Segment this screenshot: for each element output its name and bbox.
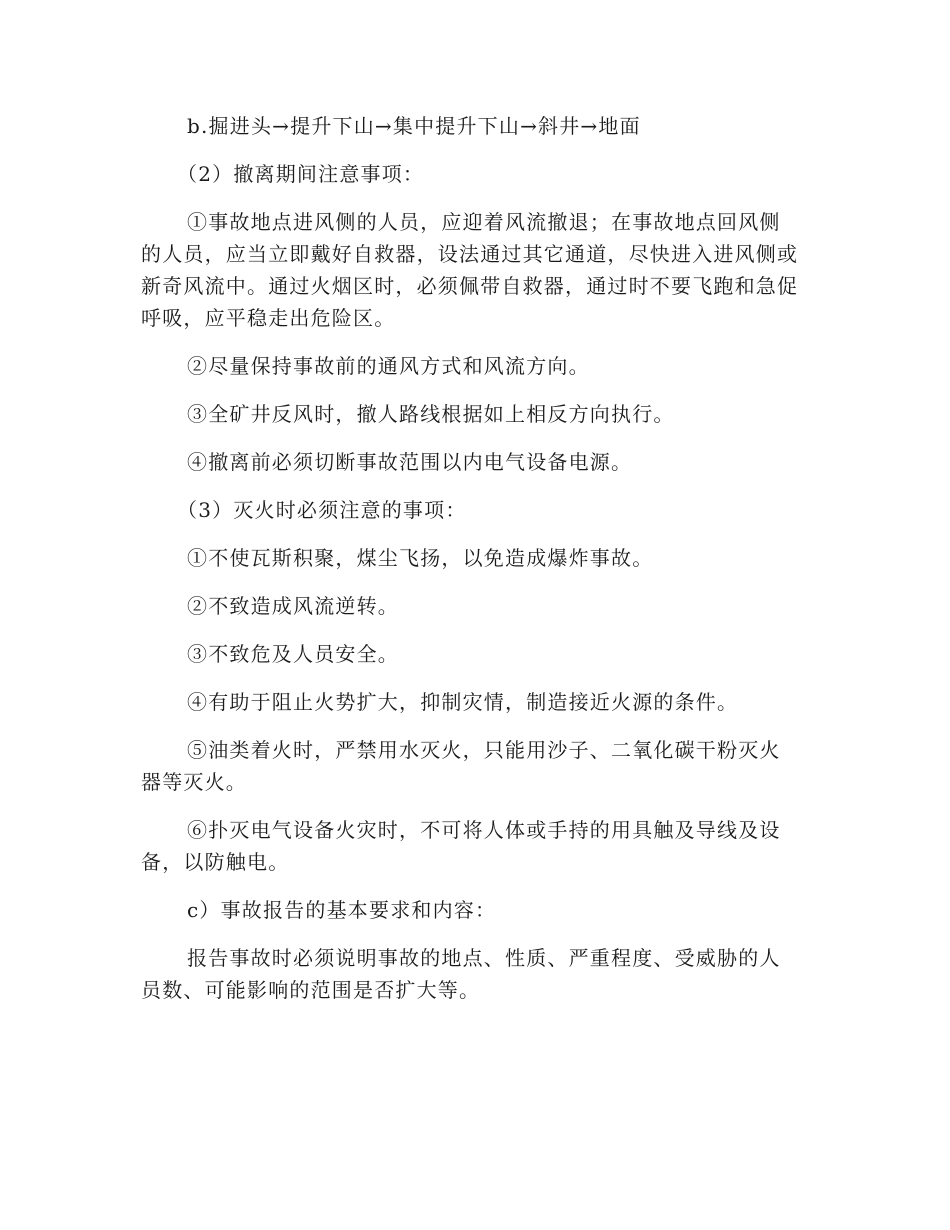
evacuation-note-2: ②尽量保持事故前的通风方式和风流方向。 xyxy=(187,354,590,378)
section-heading-accident-report: c）事故报告的基本要求和内容： xyxy=(187,898,497,922)
firefighting-note-4: ④有助于阻止火势扩大，抑制灾情，制造接近火源的条件。 xyxy=(187,690,739,714)
document-body xyxy=(141,110,801,1022)
firefighting-note-1: ①不使瓦斯积聚，煤尘飞扬，以免造成爆炸事故。 xyxy=(187,546,654,570)
firefighting-note-3: ③不致危及人员安全。 xyxy=(187,642,399,666)
accident-report-body: 报告事故时必须说明事故的地点、性质、严重程度、受威胁的人员数、可能影响的范围是否扩大等。 xyxy=(141,946,781,1002)
firefighting-note-5: ⑤油类着火时，严禁用水灭火，只能用沙子、二氧化碳干粉灭火器等灭火。 xyxy=(141,738,781,794)
section-heading-evacuation-notes: （2）撤离期间注意事项： xyxy=(177,162,425,186)
evacuation-note-1: ①事故地点进风侧的人员，应迎着风流撤退；在事故地点回风侧的人员，应当立即戴好自救器，设法通过其它通道，尽快进入进风侧或新奇风流中。通过火烟区时，必须佩带自救器，通过时不要飞跑和急促呼吸，应平稳走出危险区。 xyxy=(141,210,799,330)
section-heading-firefighting-notes: （3）灭火时必须注意的事项： xyxy=(177,498,467,522)
firefighting-note-2: ②不致造成风流逆转。 xyxy=(187,594,399,618)
evacuation-note-4: ④撤离前必须切断事故范围以内电气设备电源。 xyxy=(187,450,633,474)
firefighting-note-6: ⑥扑灭电气设备火灾时，不可将人体或手持的用具触及导线及设备，以防触电。 xyxy=(141,818,781,874)
evacuation-route-b: b.掘进头→提升下山→集中提升下山→斜井→地面 xyxy=(187,114,641,138)
evacuation-note-3: ③全矿井反风时，撤人路线根据如上相反方向执行。 xyxy=(187,402,675,426)
